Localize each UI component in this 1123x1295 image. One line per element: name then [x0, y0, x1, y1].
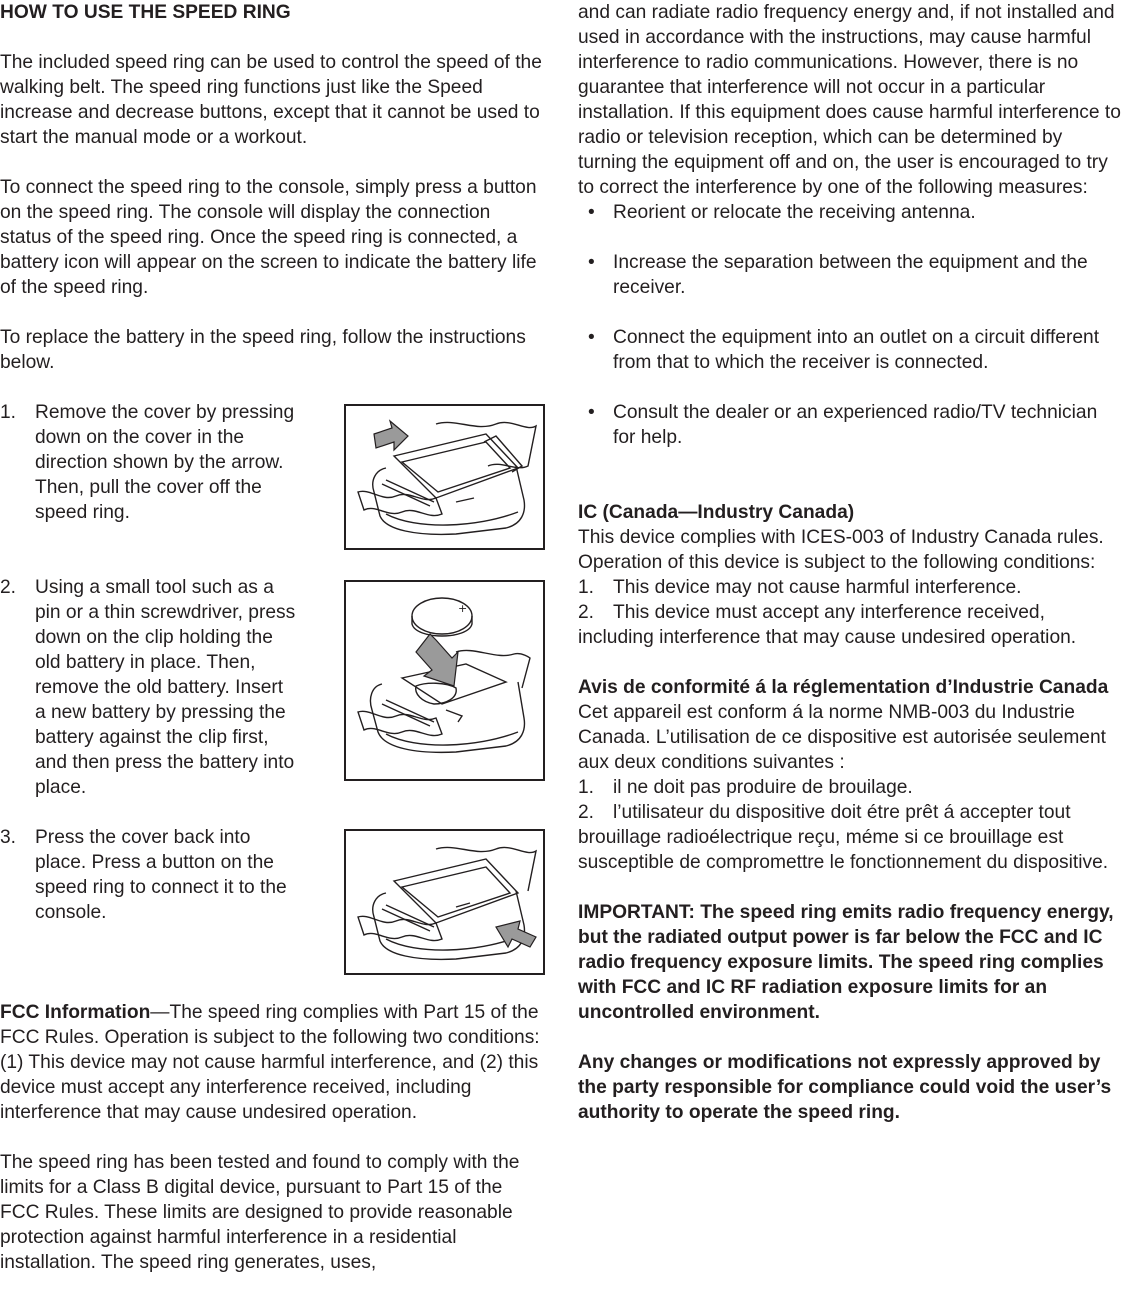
figure-replace-battery	[344, 580, 545, 781]
paragraph-ic: This device complies with ICES-003 of Industry Canada rules. Operation of this device is subject to the following conditions:	[578, 527, 1104, 573]
list-item	[578, 400, 1123, 450]
bullet-icon: •	[588, 327, 595, 348]
list-item-text: Reorient or relocate the receiving antenna.	[613, 202, 976, 223]
section-heading-ic: IC (Canada—Industry Canada)	[578, 502, 855, 523]
battery-plus-mark: +	[458, 602, 468, 615]
step-text: Using a small tool such as a pin or a thin screwdriver, press down on the clip holding the old battery in place. Then, remove the old battery. Insert a new battery by pressing the battery against the clip first, and then press the battery into place.	[35, 577, 296, 798]
step-number: 3.	[0, 827, 17, 848]
right-column	[578, 0, 1123, 1125]
ic-item-2: 2. This device must accept any interference received, including interference that may cause undesired operation.	[578, 602, 1077, 648]
avis-item-1: 1. il ne doit pas produire de brouilage.	[578, 777, 913, 798]
speed-ring-illustration	[346, 406, 543, 548]
list-item-text: Connect the equipment into an outlet on a circuit different from that to which the receiver is connected.	[613, 327, 1100, 373]
bullet-icon: •	[588, 402, 595, 423]
figure-remove-cover	[344, 404, 545, 550]
list-item	[578, 250, 1123, 300]
arrow-icon	[496, 921, 536, 947]
section-heading-speed-ring: HOW TO USE THE SPEED RING	[0, 2, 291, 23]
section-heading-avis: Avis de conformité á la réglementation d’Industrie Canada	[578, 677, 1109, 698]
bullet-icon: •	[588, 252, 595, 273]
list-item-text: Consult the dealer or an experienced radio/TV technician for help.	[613, 402, 1098, 448]
arrow-icon	[374, 421, 408, 450]
step-text: Press the cover back into place. Press a button on the speed ring to connect it to the console.	[35, 827, 287, 923]
fcc-text: —The speed ring complies with Part 15 of the FCC Rules. Operation is subject to the following two conditions: (1) This device may not cause harmful interference, and (2) this device must accept any interference received, including interference that may cause undesired operation.	[0, 1002, 540, 1123]
paragraph-replace-battery: To replace the battery in the speed ring, follow the instructions below.	[0, 327, 526, 373]
battery-illustration	[346, 582, 543, 779]
arrow-icon	[416, 634, 458, 686]
list-item-text: Increase the separation between the equipment and the receiver.	[613, 252, 1088, 298]
paragraph-fcc-continued: and can radiate radio frequency energy and, if not installed and used in accordance with the instructions, may cause harmful interference to radio communications. However, there is no guarantee that interference will not occur in a particular installation. If this equipment does cause harmful interference to radio or television reception, which can be determined by turning the equipment off and on, the user is encouraged to try to correct the interference by one of the following measures:	[578, 2, 1121, 198]
speed-ring-illustration	[346, 831, 543, 973]
important-notice: IMPORTANT: The speed ring emits radio frequency energy, but the radiated output power is far below the FCC and IC radio frequency exposure limits. The speed ring complies with FCC and IC RF radiation exposure limits for an uncontrolled environment.	[578, 902, 1114, 1023]
figure-replace-cover	[344, 829, 545, 975]
changes-notice: Any changes or modifications not expressly approved by the party responsible for compliance could void the user’s authority to operate the speed ring.	[578, 1052, 1112, 1123]
paragraph-fcc-info	[0, 1000, 545, 1125]
fcc-heading: FCC Information	[0, 1002, 151, 1023]
avis-item-2: 2. l’utilisateur du dispositive doit étre prêt á accepter tout brouillage radioélectrique reçu, méme si ce brouillage est susceptible de compromettre le fonctionnement du dispositive.	[578, 802, 1109, 873]
list-item	[578, 325, 1123, 375]
ic-item-1: 1. This device may not cause harmful interference.	[578, 577, 1022, 598]
measures-list	[578, 200, 1123, 450]
list-item	[578, 200, 1123, 225]
paragraph-speed-ring-intro: The included speed ring can be used to control the speed of the walking belt. The speed ring functions just like the Speed increase and decrease buttons, except that it cannot be used to start the manual mode or a workout.	[0, 52, 542, 148]
paragraph-connect: To connect the speed ring to the console, simply press a button on the speed ring. The console will display the connection status of the speed ring. Once the speed ring is connected, a battery icon will appear on the screen to indicate the battery life of the speed ring.	[0, 177, 537, 298]
step-number: 2.	[0, 577, 17, 598]
paragraph-avis: Cet appareil est conform á la norme NMB-003 du Industrie Canada. L’utilisation de ce dispositive est autorisée seulement aux deux conditions suivantes :	[578, 702, 1106, 773]
bullet-icon: •	[588, 202, 595, 223]
paragraph-class-b: The speed ring has been tested and found to comply with the limits for a Class B digital device, pursuant to Part 15 of the FCC Rules. These limits are designed to provide reasonable protection against harmful interference in a residential installation. The speed ring generates, uses,	[0, 1152, 520, 1273]
step-text: Remove the cover by pressing down on the cover in the direction shown by the arrow. Then, pull the cover off the speed ring.	[35, 402, 295, 523]
step-number: 1.	[0, 402, 17, 423]
